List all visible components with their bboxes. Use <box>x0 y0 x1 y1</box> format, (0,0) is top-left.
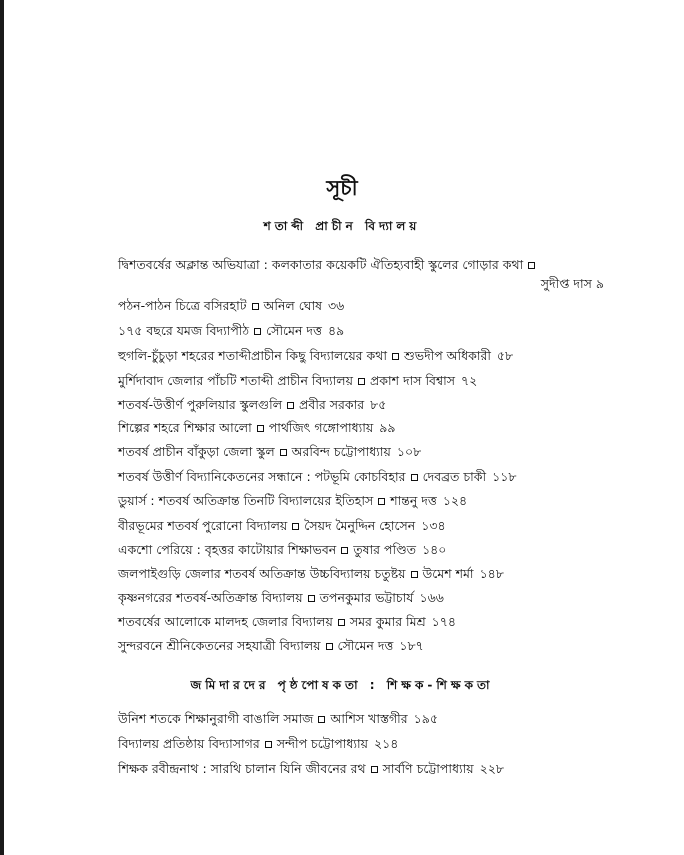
entry-page: ৭২ <box>461 373 478 388</box>
entry-title: শতবর্ষ উত্তীর্ণ বিদ্যানিকেতনের সন্ধানে : পটভূমি কোচবিহার <box>118 469 406 484</box>
entry-page: ১৮৭ <box>399 638 424 653</box>
toc-entry[interactable] <box>118 348 513 364</box>
toc-entry[interactable] <box>118 444 421 460</box>
section-heading: শতাব্দী প্রাচীন বিদ্যালয় <box>263 219 421 233</box>
separator-box-icon <box>257 425 264 432</box>
separator-box-icon <box>292 523 299 530</box>
entry-page: ৯৯ <box>379 420 396 435</box>
entry-author: তুষার পণ্ডিত <box>353 542 417 557</box>
separator-box-icon <box>371 766 378 773</box>
separator-box-icon <box>392 353 399 360</box>
entry-title: সুন্দরবনে শ্রীনিকেতনের সহযাত্রী বিদ্যালয় <box>118 638 321 653</box>
separator-box-icon <box>411 474 418 481</box>
entry-page: ৪৯ <box>327 323 345 338</box>
entry-title: কৃষ্ণনগরের শতবর্ষ-অতিক্রান্ত বিদ্যালয় <box>118 590 303 605</box>
toc-entry-author-line[interactable] <box>541 276 604 296</box>
entry-title: ডুয়ার্স : শতবর্ষ অতিক্রান্ত তিনটি বিদ্যালয়ের ইতিহাস <box>118 493 374 508</box>
separator-box-icon <box>308 595 315 602</box>
toc-entry[interactable] <box>118 257 540 273</box>
entry-author: আশিস খাস্তগীর <box>330 711 408 726</box>
separator-box-icon <box>254 328 261 335</box>
entry-title: পঠন-পাঠন চিত্রে বসিরহাট <box>118 298 247 313</box>
toc-entry[interactable] <box>118 736 398 752</box>
section-heading: জমিদারদের পৃষ্ঠপোষকতা : শিক্ষক-শিক্ষকতা <box>190 678 494 692</box>
separator-box-icon <box>378 498 385 505</box>
entry-author: অরবিন্দ চট্টোপাধ্যায় <box>291 444 391 459</box>
toc-entry[interactable] <box>118 761 504 777</box>
separator-box-icon <box>287 402 294 409</box>
toc-entry[interactable] <box>118 493 467 509</box>
toc-entry[interactable] <box>118 397 386 413</box>
separator-box-icon <box>528 262 535 269</box>
page-edge <box>0 0 4 855</box>
entry-author: সৈয়দ মৈনুদ্দিন হোসেন <box>304 518 416 533</box>
toc-entry[interactable] <box>118 298 344 314</box>
toc-entry[interactable] <box>118 614 456 630</box>
separator-box-icon <box>358 378 365 385</box>
entry-title: বীরভূমের শতবর্ষ পুরোনো বিদ্যালয় <box>118 518 288 533</box>
toc-entry[interactable] <box>118 566 504 582</box>
toc-entry[interactable] <box>118 373 477 389</box>
entry-page: ১৪৮ <box>479 566 504 581</box>
toc-entry[interactable] <box>118 518 446 534</box>
separator-box-icon <box>265 741 272 748</box>
toc-entry[interactable] <box>118 469 516 485</box>
toc-entry[interactable] <box>118 323 344 339</box>
entry-title: হুগলি-চুঁচুড়া শহরের শতাব্দীপ্রাচীন কিছু বিদ্যালয়ের কথা <box>118 348 387 363</box>
separator-box-icon <box>338 619 345 626</box>
separator-box-icon <box>341 547 348 554</box>
entry-author: সৌমেন দত্ত <box>266 323 322 338</box>
entry-title: শতবর্ষ প্রাচীন বাঁকুড়া জেলা স্কুল <box>118 444 275 459</box>
entry-page: ৯ <box>595 276 604 291</box>
entry-title: শতবর্ষ-উত্তীর্ণ পুরুলিয়ার স্কুলগুলি <box>118 397 283 412</box>
entry-title: একশো পেরিয়ে : বৃহত্তর কাটোয়ার শিক্ষাভবন <box>118 542 337 557</box>
entry-page: ১৭৪ <box>431 614 457 629</box>
entry-title: ১৭৫ বছরে যমজ বিদ্যাপীঠ <box>118 323 250 338</box>
entry-title: দ্বিশতবর্ষের অক্লান্ত অভিযাত্রা : কলকাতার কয়েকটি ঐতিহ্যবাহী স্কুলের গোড়ার কথা <box>118 257 524 272</box>
separator-box-icon <box>326 643 333 650</box>
entry-author: সন্দীপ চট্টোপাধ্যায় <box>276 736 369 751</box>
entry-author: উমেশ শর্মা <box>422 566 474 581</box>
entry-title: বিদ্যালয় প্রতিষ্ঠায় বিদ্যাসাগর <box>118 736 260 751</box>
entry-author: সৌমেন দত্ত <box>337 638 394 653</box>
entry-author: শুভদীপ অধিকারী <box>404 348 491 363</box>
entry-author: সার্বণি চট্টোপাধ্যায় <box>382 761 474 776</box>
toc-entry[interactable] <box>118 638 424 654</box>
entry-page: ৫৮ <box>496 348 514 363</box>
entry-title: মুর্শিদাবাদ জেলার পাঁচটি শতাব্দী প্রাচীন বিদ্যালয় <box>118 373 353 388</box>
entry-author: প্রবীর সরকার <box>299 397 365 412</box>
entry-title: জলপাইগুড়ি জেলার শতবর্ষ অতিক্রান্ত উচ্চবিদ্যালয় চতুষ্টয় <box>118 566 406 581</box>
entry-title: উনিশ শতকে শিক্ষানুরাগী বাঙালি সমাজ <box>118 711 314 726</box>
entry-title: শিল্পের শহরে শিক্ষার আলো <box>118 420 252 435</box>
toc-entry[interactable] <box>118 542 446 558</box>
entry-author: সুদীপ্ত দাস <box>540 276 592 291</box>
entry-page: ১০৮ <box>396 444 422 459</box>
entry-page: ১৬৬ <box>419 590 444 605</box>
entry-title: শিক্ষক রবীন্দ্রনাথ : সারথি চালান যিনি জীবনের রথ <box>118 761 366 776</box>
entry-author: পার্থজিৎ গঙ্গোপাধ্যায় <box>268 420 374 435</box>
separator-box-icon <box>252 303 259 310</box>
toc-entry[interactable] <box>118 420 395 436</box>
entry-page: ৩৬ <box>328 298 345 313</box>
entry-author: সমর কুমার মিশ্র <box>349 614 426 629</box>
entry-author: দেবব্রত চাকী <box>422 469 487 484</box>
entry-page: ১১৮ <box>492 469 517 484</box>
entry-author: প্রকাশ দাস বিশ্বাস <box>369 373 455 388</box>
separator-box-icon <box>411 571 418 578</box>
entry-title: শতবর্ষের আলোকে মালদহ জেলার বিদ্যালয় <box>118 614 333 629</box>
entry-page: ৮৫ <box>370 397 387 412</box>
separator-box-icon <box>280 449 287 456</box>
separator-box-icon <box>318 716 325 723</box>
entry-author: শান্তনু দত্ত <box>390 493 437 508</box>
entry-page: ২২৮ <box>479 761 504 776</box>
entry-page: ১৪০ <box>422 542 447 557</box>
entry-author: তপনকুমার ভট্টাচার্য <box>319 590 414 605</box>
toc-entry[interactable] <box>118 590 444 606</box>
toc-entry[interactable] <box>118 711 438 727</box>
entry-author: অনিল ঘোষ <box>263 298 323 313</box>
entry-page: ১৩৪ <box>421 518 446 533</box>
entry-page: ১২৪ <box>442 493 468 508</box>
page-title: সূচী <box>326 176 358 200</box>
entry-page: ২১৪ <box>374 736 399 751</box>
entry-page: ১৯৫ <box>413 711 438 726</box>
